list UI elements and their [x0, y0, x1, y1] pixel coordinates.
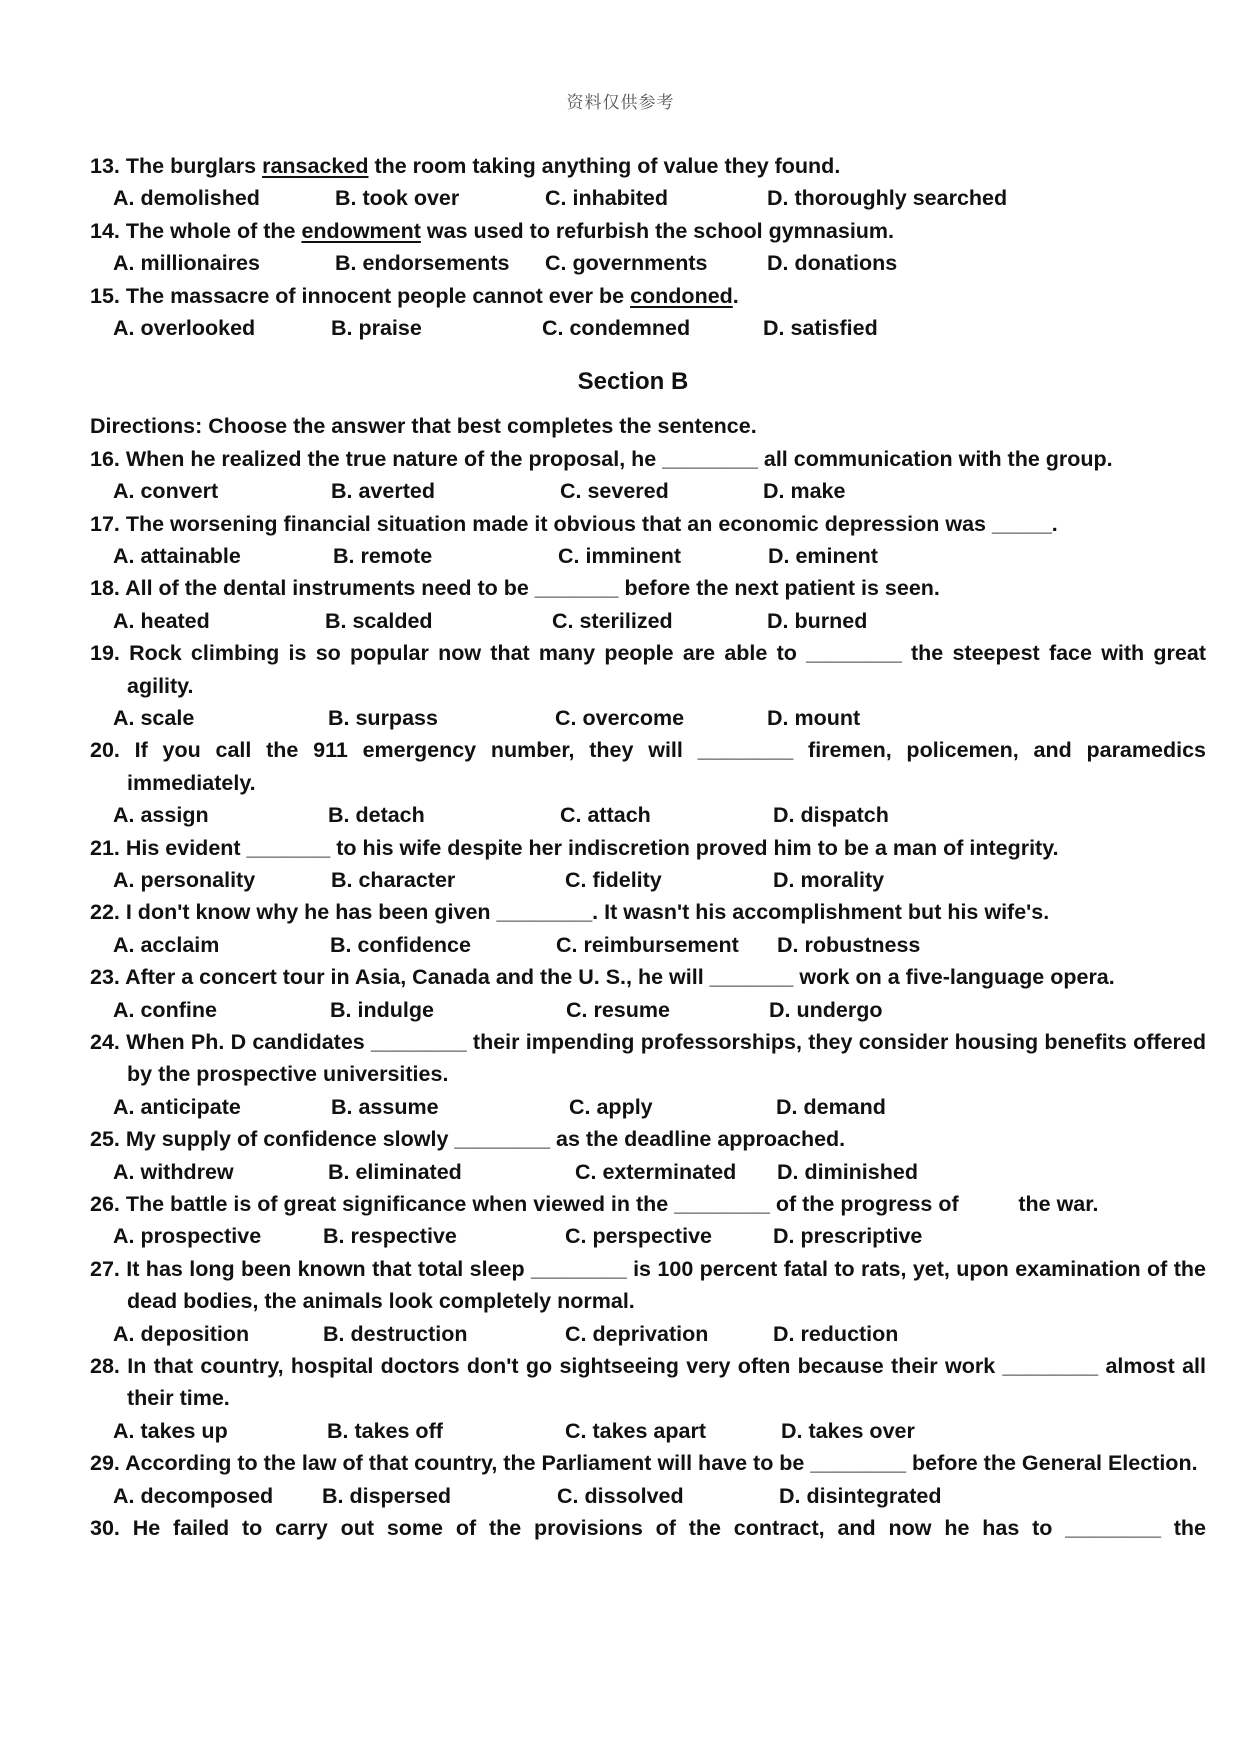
- option-a[interactable]: A. confine: [113, 997, 217, 1022]
- question-text: 16. When he realized the true nature of the proposal, he ________ all communication with the group.: [90, 446, 1113, 471]
- option-d[interactable]: D. make: [763, 479, 846, 504]
- option-a[interactable]: A. heated: [113, 608, 210, 633]
- option-a[interactable]: A. scale: [113, 706, 195, 730]
- option-c[interactable]: C. severed: [560, 479, 669, 504]
- question-text: 28. In that country, hospital doctors don't go sightseeing very often because their work ________ almost all their time.: [90, 1353, 1206, 1411]
- option-a[interactable]: A. assign: [113, 803, 209, 828]
- option-b[interactable]: B. assume: [331, 1094, 439, 1119]
- option-d[interactable]: D. prescriptive: [773, 1224, 923, 1249]
- question-22: [90, 896, 1206, 961]
- option-b[interactable]: B. destruction: [323, 1321, 468, 1346]
- option-a[interactable]: A. personality: [113, 868, 256, 892]
- answer-options: [90, 864, 1206, 896]
- question-30: [90, 1512, 1206, 1544]
- question-text: 24. When Ph. D candidates ________ their impending professorships, they consider housing benefits offered by the prospective universities.: [90, 1029, 1206, 1087]
- option-b[interactable]: B. character: [331, 868, 456, 892]
- option-a[interactable]: A. demolished: [113, 186, 260, 211]
- underlined-word: endowment: [301, 218, 421, 243]
- question-14: [90, 215, 1206, 280]
- answer-options: [90, 475, 1206, 507]
- answer-options: [90, 247, 1206, 279]
- question-text: 23. After a concert tour in Asia, Canada and the U. S., he will _______ work on a five-language opera.: [90, 965, 1115, 990]
- question-text: 30. He failed to carry out some of the provisions of the contract, and now he has to ________ the: [90, 1515, 1206, 1540]
- option-a[interactable]: A. anticipate: [113, 1094, 241, 1119]
- option-b[interactable]: B. took over: [335, 186, 460, 211]
- question-17: [90, 508, 1206, 573]
- option-a[interactable]: A. convert: [113, 479, 219, 504]
- option-d[interactable]: D. robustness: [777, 932, 921, 957]
- option-d[interactable]: D. burned: [767, 608, 868, 633]
- option-a[interactable]: A. decomposed: [113, 1483, 274, 1508]
- option-c[interactable]: C. deprivation: [565, 1321, 709, 1346]
- question-text: 26. The battle is of great significance when viewed in the ________ of the progress of the war.: [90, 1191, 1099, 1216]
- option-d[interactable]: D. dispatch: [773, 803, 889, 828]
- question-text: 27. It has long been known that total sleep ________ is 100 percent fatal to rats, yet, upon examination of the dead bodies, the animals look completely normal.: [90, 1256, 1206, 1314]
- option-b[interactable]: B. dispersed: [322, 1483, 452, 1508]
- option-d[interactable]: D. diminished: [777, 1159, 918, 1184]
- option-b[interactable]: B. remote: [333, 544, 433, 568]
- option-b[interactable]: B. scalded: [325, 608, 433, 633]
- question-text: 19. Rock climbing is so popular now that many people are able to ________ the steepest face with great agility.: [90, 641, 1206, 698]
- option-a[interactable]: A. acclaim: [113, 932, 220, 957]
- question-text: 20. If you call the 911 emergency number, they will ________ firemen, policemen, and paramedics immediately.: [90, 738, 1206, 795]
- question-28: [90, 1350, 1206, 1447]
- section-title: Section B: [577, 368, 689, 396]
- option-a[interactable]: A. prospective: [113, 1224, 262, 1249]
- option-b[interactable]: B. eliminated: [328, 1159, 462, 1184]
- option-d[interactable]: D. takes over: [781, 1418, 915, 1443]
- question-text: 14. The whole of the endowment was used to refurbish the school gymnasium.: [90, 218, 895, 243]
- option-c[interactable]: C. condemned: [542, 316, 691, 340]
- answer-options: [90, 1091, 1206, 1123]
- answer-options: [90, 540, 1206, 572]
- option-c[interactable]: C. resume: [566, 997, 670, 1022]
- option-b[interactable]: B. indulge: [330, 997, 434, 1022]
- option-c[interactable]: C. governments: [545, 251, 708, 276]
- option-c[interactable]: C. sterilized: [552, 608, 673, 633]
- option-d[interactable]: D. reduction: [773, 1321, 899, 1346]
- answer-options: [90, 182, 1206, 214]
- question-21: [90, 832, 1206, 897]
- option-d[interactable]: D. undergo: [769, 997, 883, 1022]
- question-24: [90, 1026, 1206, 1123]
- question-text: 25. My supply of confidence slowly ________ as the deadline approached.: [90, 1127, 846, 1152]
- option-a[interactable]: A. withdrew: [113, 1159, 234, 1184]
- question-16: [90, 443, 1206, 508]
- answer-options: [90, 605, 1206, 637]
- option-b[interactable]: B. confidence: [330, 932, 471, 957]
- option-b[interactable]: B. detach: [328, 803, 425, 828]
- question-text: 21. His evident _______ to his wife despite her indiscretion proved him to be a man of integrity.: [90, 835, 1059, 860]
- option-d[interactable]: D. disintegrated: [779, 1483, 942, 1508]
- option-d[interactable]: D. donations: [767, 251, 898, 276]
- answer-options: [90, 1318, 1206, 1350]
- option-a[interactable]: A. takes up: [113, 1418, 228, 1443]
- exam-content: [90, 150, 1206, 1544]
- option-d[interactable]: D. mount: [767, 706, 861, 730]
- answer-options: [90, 1156, 1206, 1188]
- option-c[interactable]: C. attach: [560, 803, 651, 828]
- option-b[interactable]: B. endorsements: [335, 251, 510, 276]
- option-d[interactable]: D. morality: [773, 868, 885, 892]
- option-a[interactable]: A. attainable: [113, 544, 241, 568]
- page-header: 资料仅供参考: [566, 93, 675, 113]
- question-29: [90, 1447, 1206, 1512]
- question-20: [90, 734, 1206, 831]
- option-d[interactable]: D. thoroughly searched: [767, 186, 1008, 211]
- answer-options: [90, 929, 1206, 961]
- question-text: 29. According to the law of that country, the Parliament will have to be ________ before the General Election.: [90, 1451, 1198, 1476]
- option-a[interactable]: A. deposition: [113, 1321, 250, 1346]
- question-23: [90, 961, 1206, 1026]
- answer-options: [90, 1220, 1206, 1252]
- option-c[interactable]: C. takes apart: [565, 1418, 707, 1443]
- underlined-word: condoned: [630, 283, 733, 308]
- option-c[interactable]: C. exterminated: [575, 1159, 737, 1184]
- question-18: [90, 572, 1206, 637]
- question-text: 17. The worsening financial situation made it obvious that an economic depression was _____.: [90, 511, 1058, 536]
- question-13: [90, 150, 1206, 215]
- option-b[interactable]: B. surpass: [328, 706, 438, 730]
- option-c[interactable]: C. apply: [569, 1094, 653, 1119]
- option-a[interactable]: A. millionaires: [113, 251, 260, 276]
- question-27: [90, 1253, 1206, 1350]
- answer-options: [90, 994, 1206, 1026]
- question-text: 22. I don't know why he has been given ________. It wasn't his accomplishment but his wife's.: [90, 900, 1050, 925]
- option-c[interactable]: C. overcome: [555, 706, 685, 730]
- option-b[interactable]: B. respective: [323, 1224, 457, 1249]
- option-d[interactable]: D. demand: [776, 1094, 886, 1119]
- question-19: [90, 637, 1206, 734]
- option-c[interactable]: C. fidelity: [565, 868, 662, 892]
- option-d[interactable]: D. satisfied: [763, 316, 878, 340]
- answer-options: [90, 1415, 1206, 1447]
- option-c[interactable]: C. dissolved: [557, 1483, 684, 1508]
- option-c[interactable]: C. inhabited: [545, 186, 669, 211]
- option-c[interactable]: C. imminent: [558, 544, 682, 568]
- option-b[interactable]: B. takes off: [327, 1418, 443, 1443]
- option-b[interactable]: B. averted: [331, 479, 435, 504]
- question-text: 15. The massacre of innocent people cannot ever be condoned.: [90, 283, 739, 308]
- underlined-word: ransacked: [262, 154, 369, 178]
- option-c[interactable]: C. perspective: [565, 1224, 712, 1249]
- question-25: [90, 1123, 1206, 1188]
- question-26: [90, 1188, 1206, 1253]
- answer-options: [90, 702, 1206, 734]
- option-c[interactable]: C. reimbursement: [556, 932, 739, 957]
- option-a[interactable]: A. overlooked: [113, 316, 256, 340]
- question-text: 13. The burglars ransacked the room taking anything of value they found.: [90, 154, 841, 178]
- answer-options: [90, 799, 1206, 831]
- option-b[interactable]: B. praise: [331, 316, 422, 340]
- question-15: [90, 280, 1206, 345]
- answer-options: [90, 312, 1206, 344]
- question-text: 18. All of the dental instruments need to be _______ before the next patient is seen.: [90, 576, 940, 601]
- answer-options: [90, 1480, 1206, 1512]
- option-d[interactable]: D. eminent: [768, 544, 878, 568]
- directions: Directions: Choose the answer that best completes the sentence.: [90, 414, 757, 439]
